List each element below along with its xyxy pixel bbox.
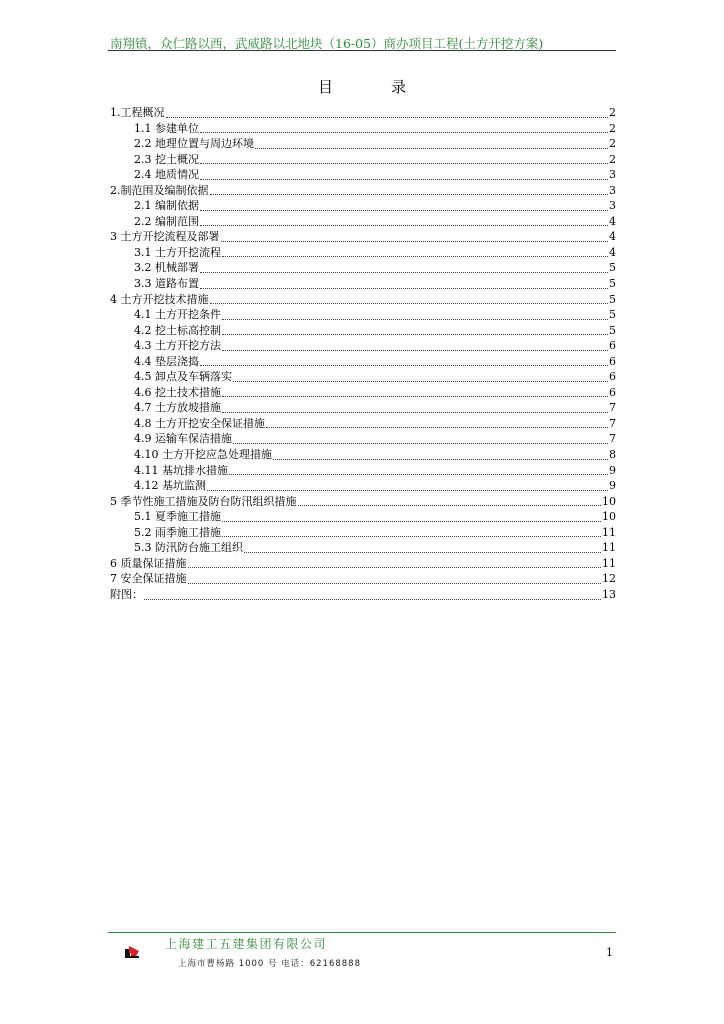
toc-entry-page: 8 bbox=[609, 448, 616, 462]
toc-entry-label: 5.2 雨季施工措施 bbox=[134, 525, 221, 539]
toc-entry-page: 4 bbox=[609, 214, 616, 228]
header-divider bbox=[108, 50, 616, 51]
toc-title-left: 目 bbox=[317, 78, 333, 96]
toc-entry[interactable] bbox=[110, 478, 616, 494]
toc-entry-label: 2.3 挖土概况 bbox=[134, 152, 199, 166]
toc-entry-label: 4.6 挖土技术措施 bbox=[134, 385, 221, 399]
toc-dot-leader bbox=[200, 122, 608, 133]
running-header: 南翔镇，众仁路以西，武威路以北地块（16-05）商办项目工程(土方开挖方案) bbox=[110, 36, 544, 51]
toc-entry-label: 4.12 基坑监测 bbox=[134, 479, 206, 493]
toc-dot-leader bbox=[188, 573, 602, 584]
toc-entry-page: 2 bbox=[609, 106, 616, 119]
toc-entry-page: 2 bbox=[609, 152, 616, 166]
toc-dot-leader bbox=[222, 340, 608, 351]
toc-entry-label: 4.3 土方开挖方法 bbox=[134, 339, 221, 353]
toc-dot-leader bbox=[200, 153, 608, 164]
toc-entry[interactable] bbox=[110, 121, 616, 137]
toc-entry-label: 3.3 道路布置 bbox=[134, 277, 199, 291]
toc-dot-leader bbox=[200, 215, 608, 226]
toc-dot-leader bbox=[222, 511, 601, 522]
toc-dot-leader bbox=[222, 324, 608, 335]
toc-dot-leader bbox=[200, 200, 608, 211]
toc-entry-label: 5.3 防汛防台施工组织 bbox=[134, 541, 243, 555]
toc-entry[interactable] bbox=[110, 571, 616, 587]
toc-dot-leader bbox=[188, 557, 602, 568]
toc-dot-leader bbox=[222, 402, 608, 413]
toc-entry[interactable] bbox=[110, 229, 616, 245]
toc-dot-leader bbox=[244, 542, 601, 553]
toc-entry[interactable] bbox=[110, 105, 616, 121]
toc-entry[interactable] bbox=[110, 198, 616, 214]
toc-entry[interactable] bbox=[110, 525, 616, 541]
toc-entry[interactable] bbox=[110, 587, 616, 603]
toc-entry-label: 4.4 垫层浇捣 bbox=[134, 354, 199, 368]
toc-entry[interactable] bbox=[110, 214, 616, 230]
toc-entry-page: 3 bbox=[609, 199, 616, 213]
toc-dot-leader bbox=[255, 138, 608, 149]
toc-entry[interactable] bbox=[110, 136, 616, 152]
toc-entry-label: 4.7 土方放坡措施 bbox=[134, 401, 221, 415]
toc-dot-leader bbox=[222, 386, 608, 397]
toc-entry-page: 6 bbox=[609, 385, 616, 399]
toc-entry[interactable] bbox=[110, 152, 616, 168]
toc-entry-page: 5 bbox=[609, 292, 616, 306]
toc-entry-label: 4.9 运输车保洁措施 bbox=[134, 432, 232, 446]
toc-entry-page: 12 bbox=[602, 572, 616, 586]
toc-entry[interactable] bbox=[110, 292, 616, 308]
toc-entry-page: 9 bbox=[609, 463, 616, 477]
toc-entry[interactable] bbox=[110, 260, 616, 276]
toc-entry-page: 11 bbox=[602, 525, 616, 539]
toc-entry-page: 5 bbox=[609, 308, 616, 322]
toc-dot-leader bbox=[210, 184, 609, 195]
toc-dot-leader bbox=[200, 169, 608, 180]
toc-entry[interactable] bbox=[110, 323, 616, 339]
toc-entry[interactable] bbox=[110, 509, 616, 525]
toc-entry-label: 4.5 卸点及车辆落实 bbox=[134, 370, 232, 384]
toc-dot-leader bbox=[166, 107, 609, 118]
toc-entry-page: 10 bbox=[602, 510, 616, 524]
toc-entry-label: 2.制范围及编制依据 bbox=[110, 183, 209, 197]
table-of-contents bbox=[110, 105, 616, 603]
toc-entry-label: 2.2 编制范围 bbox=[134, 214, 199, 228]
toc-entry-label: 4 土方开挖技术措施 bbox=[110, 292, 209, 306]
toc-entry-page: 7 bbox=[609, 432, 616, 446]
toc-entry[interactable] bbox=[110, 276, 616, 292]
company-name: 上海建工五建集团有限公司 bbox=[165, 937, 328, 951]
toc-entry-page: 11 bbox=[602, 541, 616, 555]
toc-entry[interactable] bbox=[110, 494, 616, 510]
toc-dot-leader bbox=[222, 526, 601, 537]
toc-entry[interactable] bbox=[110, 369, 616, 385]
toc-entry-label: 5.1 夏季施工措施 bbox=[134, 510, 221, 524]
page-number: 1 bbox=[606, 946, 613, 959]
toc-entry[interactable] bbox=[110, 431, 616, 447]
toc-entry-page: 7 bbox=[609, 401, 616, 415]
toc-dot-leader bbox=[233, 433, 608, 444]
toc-entry[interactable] bbox=[110, 183, 616, 199]
toc-entry[interactable] bbox=[110, 354, 616, 370]
toc-dot-leader bbox=[207, 480, 608, 491]
toc-dot-leader bbox=[298, 495, 602, 506]
company-address: 上海市曹杨路 1000 号 电话：62168888 bbox=[178, 959, 362, 969]
toc-entry-page: 13 bbox=[602, 587, 616, 601]
toc-entry-page: 6 bbox=[609, 339, 616, 353]
toc-dot-leader bbox=[273, 449, 608, 460]
toc-dot-leader bbox=[210, 293, 609, 304]
toc-entry-page: 5 bbox=[609, 277, 616, 291]
toc-entry-label: 3.1 土方开挖流程 bbox=[134, 245, 221, 259]
toc-entry[interactable] bbox=[110, 556, 616, 572]
toc-entry[interactable] bbox=[110, 385, 616, 401]
toc-dot-leader bbox=[266, 417, 608, 428]
toc-entry-label: 4.11 基坑排水措施 bbox=[134, 463, 228, 477]
toc-entry-page: 9 bbox=[609, 479, 616, 493]
toc-entry-label: 2.4 地质情况 bbox=[134, 168, 199, 182]
toc-entry-label: 附图： bbox=[110, 587, 143, 601]
toc-entry-page: 10 bbox=[602, 494, 616, 508]
toc-entry-label: 5 季节性施工措施及防台防汛组织措施 bbox=[110, 494, 297, 508]
toc-entry-label: 4.1 土方开挖条件 bbox=[134, 308, 221, 322]
toc-entry-page: 11 bbox=[602, 556, 616, 570]
toc-entry-label: 2.1 编制依据 bbox=[134, 199, 199, 213]
toc-dot-leader bbox=[200, 262, 608, 273]
footer-divider bbox=[108, 932, 616, 933]
toc-dot-leader bbox=[233, 371, 608, 382]
toc-entry-page: 4 bbox=[609, 245, 616, 259]
toc-entry-page: 7 bbox=[609, 416, 616, 430]
toc-dot-leader bbox=[222, 309, 608, 320]
toc-entry-page: 2 bbox=[609, 137, 616, 151]
toc-entry-label: 2.2 地理位置与周边环境 bbox=[134, 137, 254, 151]
toc-entry-page: 6 bbox=[609, 370, 616, 384]
toc-dot-leader bbox=[200, 355, 608, 366]
toc-dot-leader bbox=[222, 246, 608, 257]
toc-dot-leader bbox=[200, 278, 608, 289]
toc-entry-label: 4.8 土方开挖安全保证措施 bbox=[134, 416, 265, 430]
toc-entry[interactable] bbox=[110, 416, 616, 432]
toc-dot-leader bbox=[221, 231, 609, 242]
toc-entry-label: 6 质量保证措施 bbox=[110, 556, 187, 570]
toc-entry-page: 5 bbox=[609, 323, 616, 337]
toc-title bbox=[0, 76, 724, 97]
toc-title-right: 录 bbox=[391, 78, 407, 96]
toc-entry-page: 5 bbox=[609, 261, 616, 275]
toc-dot-leader bbox=[144, 589, 601, 600]
toc-entry[interactable] bbox=[110, 400, 616, 416]
toc-entry-label: 4.10 土方开挖应急处理措施 bbox=[134, 448, 272, 462]
toc-entry-label: 1.工程概况 bbox=[110, 106, 165, 119]
toc-entry-label: 3 土方开挖流程及部署 bbox=[110, 230, 220, 244]
toc-entry-page: 3 bbox=[609, 168, 616, 182]
toc-entry[interactable] bbox=[110, 338, 616, 354]
toc-dot-leader bbox=[229, 464, 608, 475]
toc-entry[interactable] bbox=[110, 447, 616, 463]
company-logo-icon bbox=[125, 946, 139, 958]
toc-entry-label: 3.2 机械部署 bbox=[134, 261, 199, 275]
toc-entry-page: 6 bbox=[609, 354, 616, 368]
toc-entry[interactable] bbox=[110, 307, 616, 323]
toc-entry-label: 7 安全保证措施 bbox=[110, 572, 187, 586]
toc-entry[interactable] bbox=[110, 245, 616, 261]
toc-entry-page: 3 bbox=[609, 183, 616, 197]
toc-entry[interactable] bbox=[110, 167, 616, 183]
toc-entry-label: 1.1 参建单位 bbox=[134, 121, 199, 135]
toc-entry-label: 4.2 挖土标高控制 bbox=[134, 323, 221, 337]
toc-entry-page: 4 bbox=[609, 230, 616, 244]
toc-entry[interactable] bbox=[110, 540, 616, 556]
toc-entry-page: 2 bbox=[609, 121, 616, 135]
toc-entry[interactable] bbox=[110, 463, 616, 479]
